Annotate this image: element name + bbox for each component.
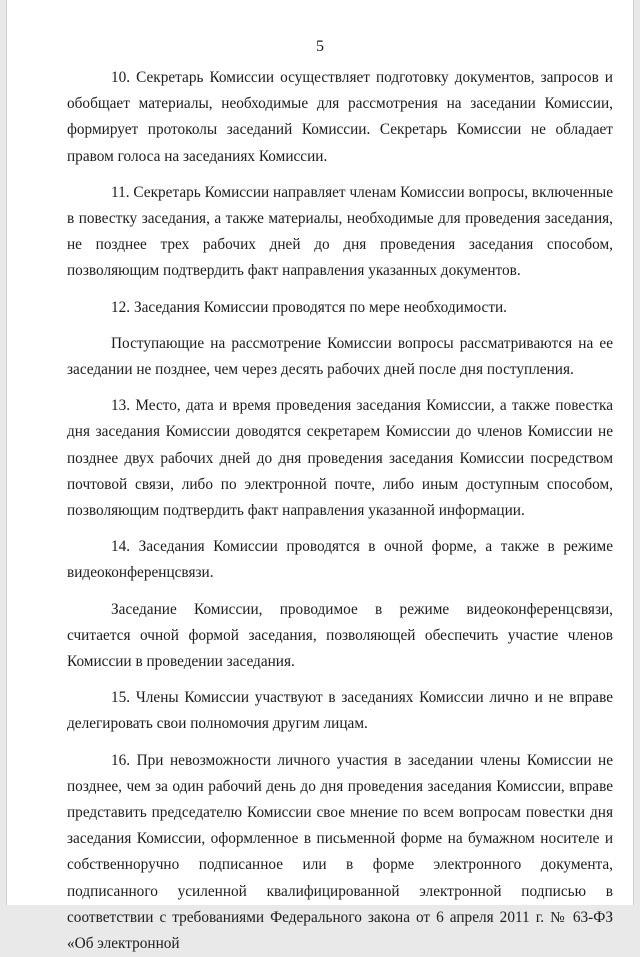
paragraph-12: 12. Заседания Комиссии проводятся по мере необходимости.	[111, 298, 508, 316]
paragraph-14-continuation: Заседание Комиссии, проводимое в режиме видеоконференцсвязи, считается очной формой заседания, позволяющей обеспечить участие членов Комиссии в проведении заседания.	[67, 600, 613, 671]
paragraph-16: 16. При невозможности личного участия в заседании члены Комиссии не позднее, чем за один рабочий день до дня проведения заседания Комиссии, вправе представить председателю Комиссии свое мнение по всем вопросам повестки дня заседания Комиссии, оформленное в письменной форме на бумажном носителе и собственноручно подписанное или в форме электронного документа, подписанного усиленной квалифицированной электронной подписью в соответствии с требованиями Федерального закона от 6 апреля 2011 г. № 63-ФЗ «Об электронной	[67, 751, 613, 953]
document-page	[6, 0, 634, 953]
paragraph-15: 15. Члены Комиссии участвуют в заседаниях Комиссии лично и не вправе делегировать свои полномочия другим лицам.	[67, 689, 613, 733]
paragraph-14: 14. Заседания Комиссии проводятся в очной форме, а также в режиме видеоконференцсвязи.	[67, 538, 613, 582]
paragraph-10: 10. Секретарь Комиссии осуществляет подготовку документов, запросов и обобщает материалы, необходимые для рассмотрения на заседании Комиссии, формирует протоколы заседаний Комиссии. Секретарь Комиссии не обладает правом голоса на заседаниях Комиссии.	[67, 69, 613, 165]
paragraph-13: 13. Место, дата и время проведения заседания Комиссии, а также повестка дня заседания Комиссии доводятся секретарем Комиссии до членов Комиссии не позднее двух рабочих дней до дня проведения заседания Комиссии посредством почтовой связи, либо по электронной почте, либо иным доступным способом, позволяющим подтвердить факт направления указанной информации.	[67, 397, 613, 520]
document-body	[67, 65, 613, 957]
paragraph-11: 11. Секретарь Комиссии направляет членам Комиссии вопросы, включенные в повестку заседания, а также материалы, необходимые для проведения заседания, не позднее трех рабочих дней до дня проведения заседания способом, позволяющим подтвердить факт направления указанных документов.	[67, 183, 613, 280]
page-number: 5	[316, 38, 324, 55]
paragraph-12-continuation: Поступающие на рассмотрение Комиссии вопросы рассматриваются на ее заседании не позднее, чем через десять рабочих дней после дня поступления.	[67, 334, 613, 379]
